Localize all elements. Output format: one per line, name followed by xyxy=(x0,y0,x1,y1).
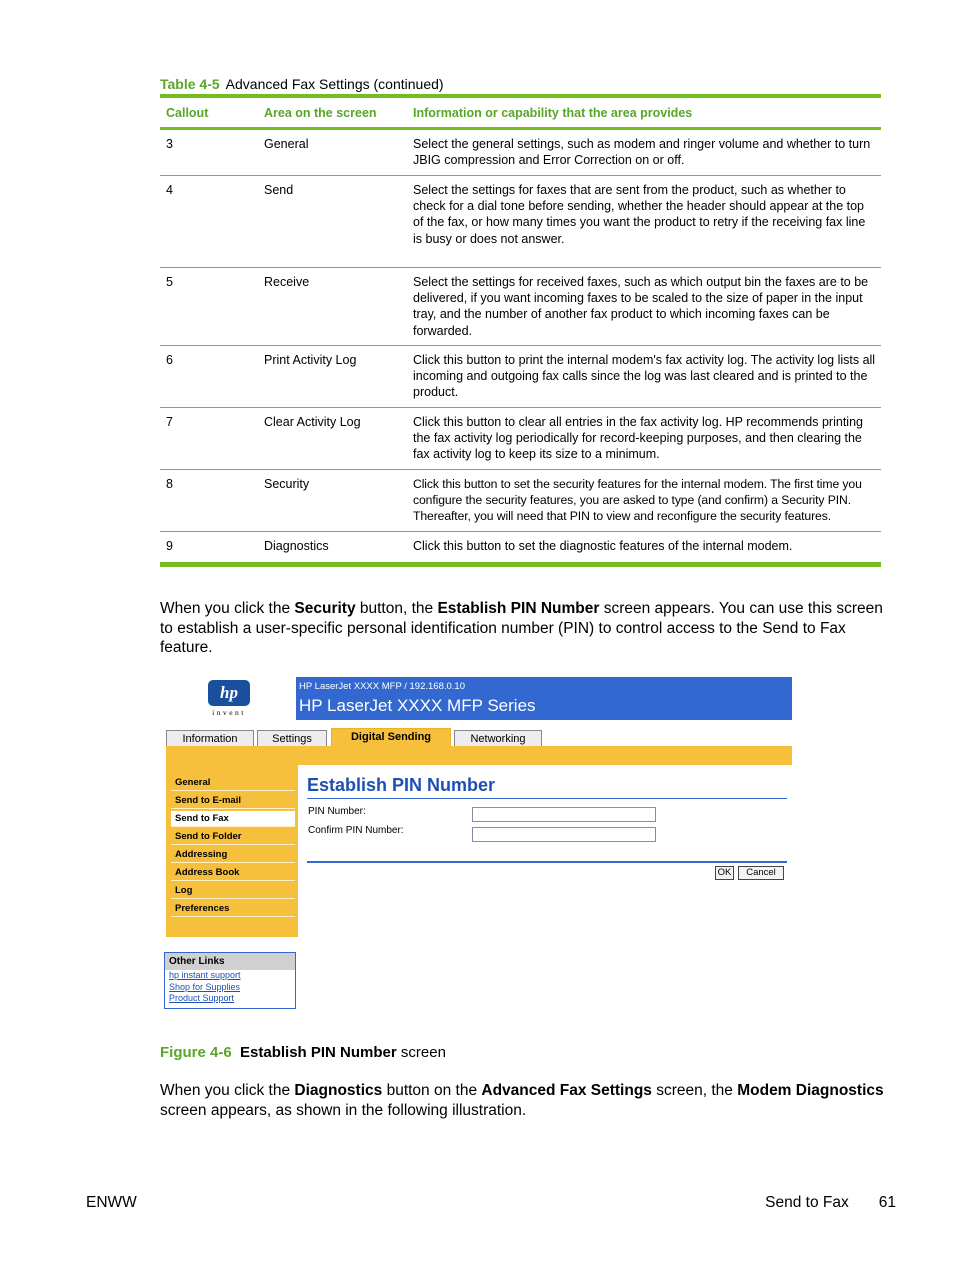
settings-table xyxy=(160,94,881,567)
other-links-box xyxy=(164,952,296,1009)
device-path: HP LaserJet XXXX MFP / 192.168.0.10 xyxy=(299,681,465,692)
para-bold-security: Security xyxy=(294,600,356,617)
para-bold-diagnostics: Diagnostics xyxy=(294,1082,383,1099)
cell-area: Security xyxy=(264,477,310,491)
sidebar-item-send-to-folder[interactable]: Send to Folder xyxy=(171,829,295,845)
sidebar-item-general[interactable]: General xyxy=(171,775,295,791)
cell-callout: 7 xyxy=(166,415,173,429)
cell-info: Select the general settings, such as modem and ringer volume and whether to turn JBIG compression and Error Correction on or off. xyxy=(413,137,871,168)
cell-area: Receive xyxy=(264,275,310,289)
sidebar xyxy=(166,765,298,937)
sidebar-item-addressing[interactable]: Addressing xyxy=(171,847,295,863)
hp-logo: hp xyxy=(208,680,250,706)
para-text: screen appears. You can use this screen to establish a user-specific personal identification number (PIN) to control access to the Send to Fax feature. xyxy=(160,600,883,656)
table-caption-label: Table 4-5 xyxy=(160,76,220,92)
device-header xyxy=(296,677,792,720)
table-row xyxy=(160,176,881,268)
footer-left: ENWW xyxy=(86,1194,137,1211)
figure-label: Figure 4-6 xyxy=(160,1044,232,1061)
cell-area: General xyxy=(264,137,309,151)
pin-number-label: PIN Number: xyxy=(308,806,366,817)
para-bold-advanced-fax: Advanced Fax Settings xyxy=(481,1082,652,1099)
pin-number-input[interactable] xyxy=(472,807,656,822)
cell-info: Click this button to set the security features for the internal modem. The first time you configure the security features, you are asked to type (and confirm) a Security PIN. Thereafter, you will need that PIN to view and reconfigure the security features. xyxy=(413,477,862,524)
header-callout: Callout xyxy=(166,105,209,120)
cancel-button[interactable]: Cancel xyxy=(738,866,784,880)
device-title: HP LaserJet XXXX MFP Series xyxy=(299,696,536,715)
sidebar-item-address-book[interactable]: Address Book xyxy=(171,865,295,881)
other-links-title: Other Links xyxy=(165,953,295,970)
ok-button[interactable]: OK xyxy=(715,866,734,880)
header-area: Area on the screen xyxy=(264,105,377,120)
cell-area: Print Activity Log xyxy=(264,353,357,367)
para-bold-pin: Establish PIN Number xyxy=(437,600,600,617)
tab-networking[interactable]: Networking xyxy=(454,730,542,746)
para-bold-modem-diagnostics: Modem Diagnostics xyxy=(737,1082,884,1099)
cell-area: Clear Activity Log xyxy=(264,415,361,429)
cell-area: Diagnostics xyxy=(264,539,329,553)
diagnostics-paragraph xyxy=(160,1081,885,1120)
title-rule xyxy=(307,798,787,799)
figure-bold-text: Establish PIN Number xyxy=(240,1044,397,1061)
table-row xyxy=(160,408,881,470)
cell-callout: 4 xyxy=(166,183,173,197)
hp-logo-text: invent xyxy=(212,708,246,717)
header-info: Information or capability that the area provides xyxy=(413,105,693,120)
table-row xyxy=(160,532,881,562)
footer-right xyxy=(765,1194,896,1212)
table-row xyxy=(160,346,881,408)
cell-info: Select the settings for faxes that are sent from the product, such as whether to check for a dial tone before sending, whether the header should appear at the top of the fax, or how many times you want the product to retry if the receiving fax line is busy or does not answer. xyxy=(413,183,866,246)
form-rule xyxy=(307,861,787,863)
para-text: button, the xyxy=(355,600,438,617)
sidebar-item-preferences[interactable]: Preferences xyxy=(171,901,295,917)
cell-callout: 8 xyxy=(166,477,173,491)
intro-paragraph xyxy=(160,599,885,658)
page-title: Establish PIN Number xyxy=(307,775,496,795)
para-text: When you click the xyxy=(160,1082,295,1099)
table-caption xyxy=(160,76,444,92)
figure-caption xyxy=(160,1044,446,1061)
confirm-pin-label: Confirm PIN Number: xyxy=(308,825,404,836)
link-hp-instant-support[interactable]: hp instant support xyxy=(169,970,241,980)
tab-information[interactable]: Information xyxy=(166,730,254,746)
cell-callout: 9 xyxy=(166,539,173,553)
tab-bar xyxy=(166,746,792,765)
cell-callout: 5 xyxy=(166,275,173,289)
cell-info: Click this button to clear all entries in the fax activity log. HP recommends printing the fax activity log periodically for record-keeping purposes, and then clearing the fax activity log to keep its size to a minimum. xyxy=(413,415,863,462)
cell-callout: 3 xyxy=(166,137,173,151)
sidebar-item-send-to-fax[interactable]: Send to Fax xyxy=(171,811,295,827)
cell-area: Send xyxy=(264,183,294,197)
cell-info: Click this button to print the internal modem's fax activity log. The activity log lists all incoming and outgoing fax calls since the log was last cleared and is printed to the product. xyxy=(413,353,876,400)
link-product-support[interactable]: Product Support xyxy=(169,993,235,1003)
cell-info: Select the settings for received faxes, such as which output bin the faxes are to be delivered, if you want incoming faxes to be scaled to the size of paper in the input tray, and the number of another fax product to which incoming faxes can be forwarded. xyxy=(413,275,869,338)
tab-digital-sending[interactable]: Digital Sending xyxy=(331,728,451,747)
tab-settings[interactable]: Settings xyxy=(257,730,327,746)
para-text: screen, the xyxy=(651,1082,738,1099)
table-row xyxy=(160,268,881,346)
figure-text: screen xyxy=(396,1044,446,1061)
para-text: When you click the xyxy=(160,600,295,617)
page-number: 61 xyxy=(878,1194,896,1211)
footer-section: Send to Fax xyxy=(765,1194,849,1211)
para-text: screen appears, as shown in the following illustration. xyxy=(160,1101,527,1119)
cell-callout: 6 xyxy=(166,353,173,367)
para-text: button on the xyxy=(382,1082,482,1099)
table-row xyxy=(160,130,881,176)
table-bottom-rule xyxy=(160,562,881,567)
confirm-pin-input[interactable] xyxy=(472,827,656,842)
table-caption-text: Advanced Fax Settings (continued) xyxy=(225,76,444,92)
table-header-row xyxy=(160,98,881,127)
link-shop-for-supplies[interactable]: Shop for Supplies xyxy=(169,981,241,992)
sidebar-item-log[interactable]: Log xyxy=(171,883,295,899)
figure-screenshot xyxy=(162,676,794,1012)
table-row xyxy=(160,470,881,532)
sidebar-item-send-to-email[interactable]: Send to E-mail xyxy=(171,793,295,809)
cell-info: Click this button to set the diagnostic features of the internal modem. xyxy=(413,539,793,553)
